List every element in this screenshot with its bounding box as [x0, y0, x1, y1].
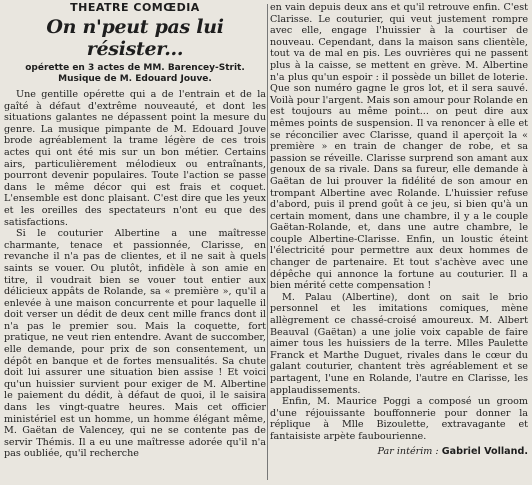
section-kicker: THEATRE COMŒDIA: [70, 1, 200, 14]
left-column: [4, 2, 266, 460]
paragraph-5: Enfin, M. Maurice Poggi a composé un groom d'une réjouissante bouffonnerie pour donner la réplique à Mlle Bizoulette, extravagante et fantaisiste arpète faubourienne.: [270, 396, 528, 442]
paragraph-3: en vain depuis deux ans et qu'il retrouve enfin. C'est Clarisse. Le couturier, qui veut justement rompre avec elle, engage l'huissier à la courtiser de nouveau. Cependant, dans la maison sans clientèle, tout va de mal en pis. Les ouvrières qui ne passent plus à la caisse, se mettent en grève. M. Albertine n'a plus qu'un espoir : il possède un billet de loterie. Que son numéro gagne le gros lot, et il sera sauvé. Voilà pour l'argent. Mais son amour pour Rolande en est toujours au même point... on peut dire aux mêmes points de suspension. Il va renoncer à elle et se réconcilier avec Clarisse, quand il aperçoit la « première » en train de changer de robe, et sa passion se réveille. Clarisse surprend son amant aux genoux de sa rivale. Dans sa fureur, elle demande à Gaëtan de lui prouver la fidélité de son amour en trompant Albertine avec Rolande. L'huissier refuse d'abord, puis il prend goût à ce jeu, si bien qu'à un certain moment, dans une chambre, il y a le couple Gaëtan-Rolande, et, dans une autre chambre, le couple Albertine-Clarisse. Enfin, un loustic éteint l'électricité pour permettre aux deux hommes de changer de partenaire. Et tout s'achève avec une dépêche qui annonce la fortune au couturier. Il a bien mérité cette compensation !: [270, 2, 528, 292]
byline-name: Gabriel Volland.: [441, 445, 528, 457]
deck-line-2: Musique de M. Edouard Jouve.: [58, 74, 212, 84]
deck-line-1: opérette en 3 actes de MM. Barencey-Strit.: [25, 63, 245, 73]
byline: [270, 446, 528, 458]
article-headline: On n'peut pas lui résister...: [46, 16, 224, 60]
paragraph-1: Une gentille opérette qui a de l'entrain et de la gaîté à défaut d'extrême nouveauté, et dont les situations galantes ne dépassent point la mesure du genre. La musique pimpante de M. Edouard Jouve brode agréablement la trame légère de ces trois actes qui ont été mis sur un bon métier. Certains airs, particulièrement mélodieux ou entraînants, pourront devenir populaires. Toute l'action se passe dans le même décor qui est frais et coquet. L'ensemble est donc plaisant. C'est dire que les yeux et les oreilles des spectateurs n'ont eu que des satisfactions.: [4, 89, 266, 228]
column-divider: [267, 4, 268, 480]
paragraph-4: M. Palau (Albertine), dont on sait le brio personnel et les imitations comiques, mène allègrement ce chassé-croisé amoureux. M. Albert Beauval (Gaëtan) a une jolie voix capable de faire aimer tous les huissiers de la terre. Mlles Paulette Franck et Marthe Duguet, rivales dans le cœur du galant couturier, chantent très agréablement et se partagent, l'une en Rolande, l'autre en Clarisse, les applaudissements.: [270, 291, 528, 396]
paragraph-2: Si le couturier Albertine a une maîtresse charmante, tenace et passionnée, Clarisse, en revanche il n'a pas de clientes, et il ne sait à quels saints se vouer. Ou plutôt, infidèle à son amie en titre, il voudrait bien se vouer tout entier aux délicieux appâts de Rolande, sa « première », qu'il a enlevée à une maison concurrente et pour laquelle il doit verser un dédit de deux cent mille francs dont il n'a pas le premier sou. Mais la coquette, fort pratique, ne veut rien entendre. Avant de succomber, elle demande, pour prix de son consentement, un dépôt en banque et de fortes mensualités. Sa chute doit lui assurer une situation bien assise ! Et voici qu'un huissier survient pour exiger de M. Albertine le paiement du dédit, à défaut de quoi, il le saisira dans les vingt-quatre heures. Mais cet officier ministériel est un homme, un homme élégant même, M. Gaëtan de Valencey, qui ne se contente pas de servir Thémis. Il a eu une maîtresse adorée qu'il n'a pas oubliée, qu'il recherche: [4, 228, 266, 460]
right-column: [270, 2, 528, 457]
byline-lead: Par intérim :: [377, 445, 439, 457]
article-deck: [4, 63, 266, 85]
